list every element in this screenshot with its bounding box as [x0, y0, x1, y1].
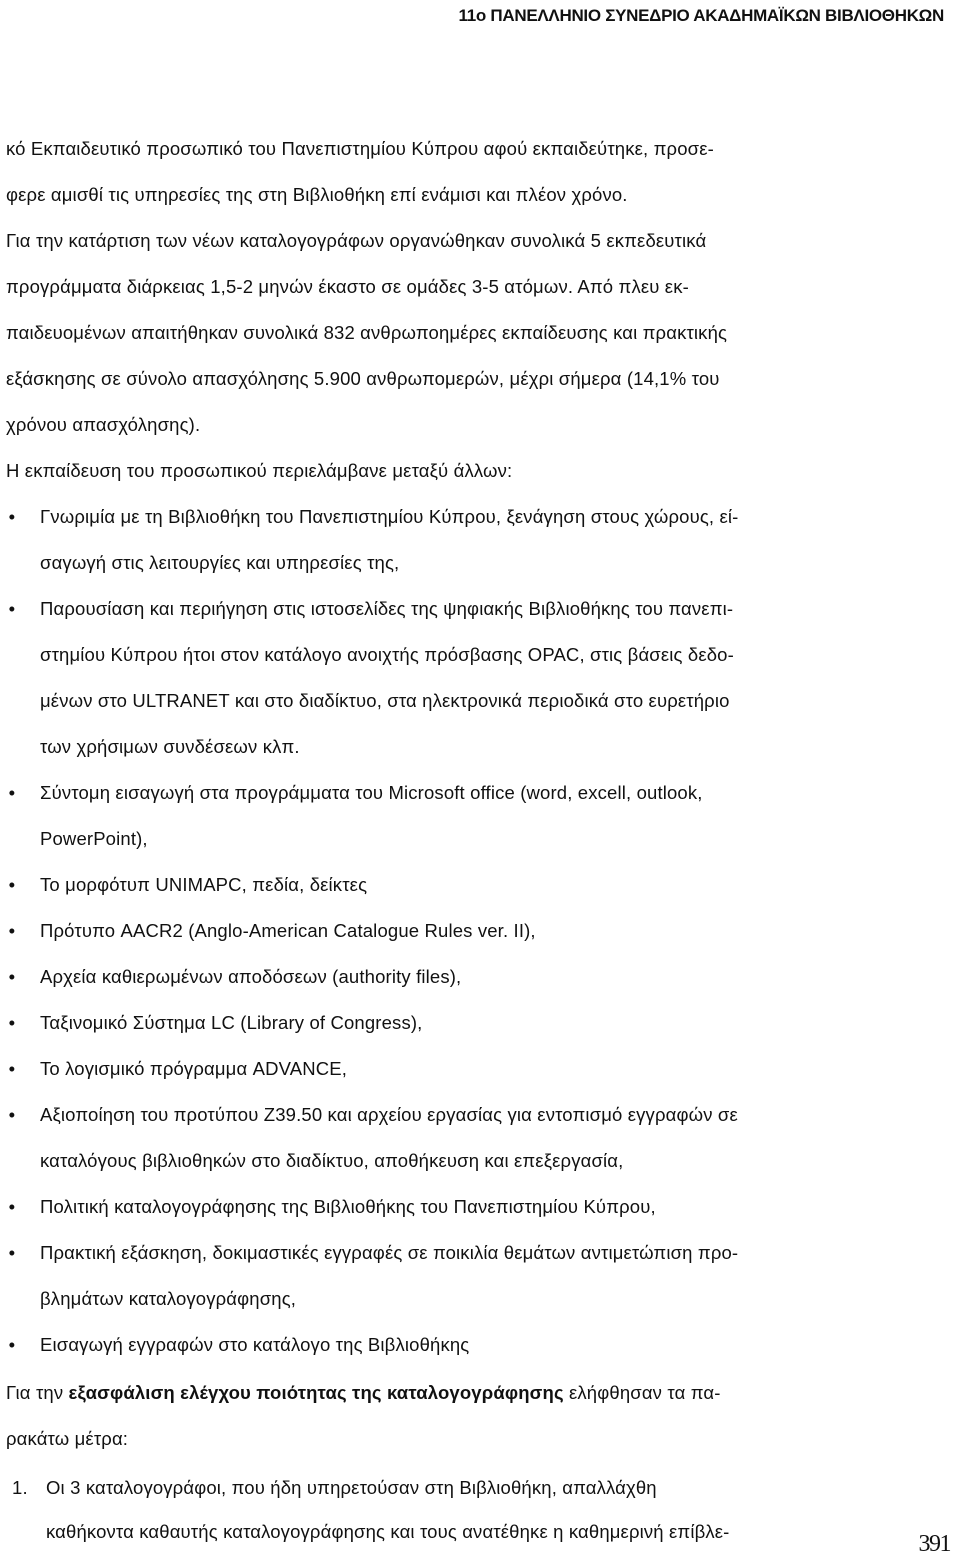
text-line: προγράμματα διάρκειας 1,5-2 μηνών έκαστο σε ομάδες 3-5 ατόμων. Από πλευ εκ-: [6, 276, 689, 297]
item-line: Παρουσίαση και περιήγηση στις ιστοσελίδες της ψηφιακής Βιβλιοθήκης του πανεπι-: [40, 598, 734, 619]
text-line: φερε αμισθί τις υπηρεσίες της στη Βιβλιοθήκη επί ενάμισι και πλέον χρόνο.: [6, 184, 628, 205]
training-topics-list: [6, 494, 906, 1368]
list-item: [6, 862, 906, 908]
list-item: [6, 1092, 906, 1184]
running-header: 11ο ΠΑΝΕΛΛΗΝΙΟ ΣΥΝΕΔΡΙΟ ΑΚΑΔΗΜΑΪΚΩΝ ΒΙΒΛΙΟΘΗΚΩΝ: [458, 6, 944, 25]
text-line: παιδευομένων απαιτήθηκαν συνολικά 832 ανθρωποημέρες εκπαίδευσης και πρακτικής: [6, 322, 728, 343]
item-line: Πολιτική καταλογογράφησης της Βιβλιοθήκης του Πανεπιστημίου Κύπρου,: [40, 1196, 656, 1217]
item-line: Το λογισμικό πρόγραμμα ADVANCE,: [40, 1058, 348, 1079]
item-line: Ταξινομικό Σύστημα LC (Library of Congress),: [40, 1012, 423, 1033]
bullet-icon: •: [8, 1058, 16, 1079]
item-line: Εισαγωγή εγγραφών στο κατάλογο της Βιβλιοθήκης: [40, 1334, 470, 1355]
bullet-icon: •: [8, 874, 16, 895]
bullet-icon: •: [8, 1104, 16, 1125]
item-line: Αξιοποίηση του προτύπου Z39.50 και αρχείου εργασίας για εντοπισμό εγγραφών σε: [40, 1104, 738, 1125]
item-line: μένων στο ULTRANET και στο διαδίκτυο, στα ηλεκτρονικά περιοδικά στο ευρετήριο: [40, 690, 730, 711]
item-line: Πρότυπο AACR2 (Anglo-American Catalogue Rules ver. II),: [40, 920, 536, 941]
page-number: 391: [918, 1531, 950, 1557]
bullet-icon: •: [8, 598, 16, 619]
page-body: [6, 126, 906, 1554]
item-line: Πρακτική εξάσκηση, δοκιμαστικές εγγραφές σε ποικιλία θεμάτων αντιμετώπιση προ-: [40, 1242, 739, 1263]
item-line: σαγωγή στις λειτουργίες και υπηρεσίες της,: [40, 552, 400, 573]
text-line: εξάσκησης σε σύνολο απασχόλησης 5.900 ανθρωπομερών, μέχρι σήμερα (14,1% του: [6, 368, 720, 389]
quality-paragraph: [6, 1370, 906, 1416]
item-line: καθήκοντα καθαυτής καταλογογράφησης και τους ανατέθηκε η καθημερινή επίβλε-: [46, 1521, 730, 1542]
bullet-icon: •: [8, 1196, 16, 1217]
intro-paragraph: [6, 126, 906, 494]
item-line: PowerPoint),: [40, 828, 148, 849]
quality-emphasis: εξασφάλιση ελέγχου ποιότητας της καταλογογράφησης: [68, 1382, 564, 1403]
item-line: Γνωριμία με τη Βιβλιοθήκη του Πανεπιστημίου Κύπρου, ξενάγηση στους χώρους, εί-: [40, 506, 739, 527]
text-line: κό Εκπαιδευτικό προσωπικό του Πανεπιστημίου Κύπρου αφού εκπαιδεύτηκε, προσε-: [6, 138, 714, 159]
list-item: [6, 494, 906, 586]
bullet-icon: •: [8, 920, 16, 941]
bullet-icon: •: [8, 966, 16, 987]
list-item: [6, 770, 906, 862]
list-item: [6, 1046, 906, 1092]
item-line: Σύντομη εισαγωγή στα προγράμματα του Microsoft office (word, excell, outlook,: [40, 782, 703, 803]
item-line: των χρήσιμων συνδέσεων κλπ.: [40, 736, 300, 757]
quality-suffix: ελήφθησαν τα πα-: [563, 1382, 721, 1403]
list-item: [6, 954, 906, 1000]
list-item: [6, 1230, 906, 1322]
list-intro-line: Η εκπαίδευση του προσωπικού περιελάμβανε μεταξύ άλλων:: [6, 460, 513, 481]
text-line: Για την κατάρτιση των νέων καταλογογράφων οργανώθηκαν συνολικά 5 εκπεδευτικά: [6, 230, 707, 251]
list-item: [6, 1322, 906, 1368]
bullet-icon: •: [8, 1334, 16, 1355]
bullet-icon: •: [8, 1242, 16, 1263]
numbered-item: [6, 1466, 906, 1554]
list-item: [6, 908, 906, 954]
item-line: Αρχεία καθιερωμένων αποδόσεων (authority files),: [40, 966, 462, 987]
item-line: βλημάτων καταλογογράφησης,: [40, 1288, 297, 1309]
measures-list: [6, 1466, 906, 1554]
bullet-icon: •: [8, 1012, 16, 1033]
item-number: 1.: [12, 1477, 28, 1498]
item-line: Οι 3 καταλογογράφοι, που ήδη υπηρετούσαν στη Βιβλιοθήκη, απαλλάχθη: [46, 1477, 657, 1498]
quality-prefix: Για την: [6, 1382, 69, 1403]
bullet-icon: •: [8, 506, 16, 527]
item-line: καταλόγους βιβλιοθηκών στο διαδίκτυο, αποθήκευση και επεξεργασία,: [40, 1150, 624, 1171]
list-item: [6, 1184, 906, 1230]
text-line: ρακάτω μέτρα:: [6, 1428, 129, 1449]
item-line: στημίου Κύπρου ήτοι στον κατάλογο ανοιχτής πρόσβασης OPAC, στις βάσεις δεδο-: [40, 644, 734, 665]
list-item: [6, 586, 906, 770]
item-line: Το μορφότυπ UNIMAPC, πεδία, δείκτες: [40, 874, 368, 895]
text-line: χρόνου απασχόλησης).: [6, 414, 201, 435]
list-item: [6, 1000, 906, 1046]
bullet-icon: •: [8, 782, 16, 803]
